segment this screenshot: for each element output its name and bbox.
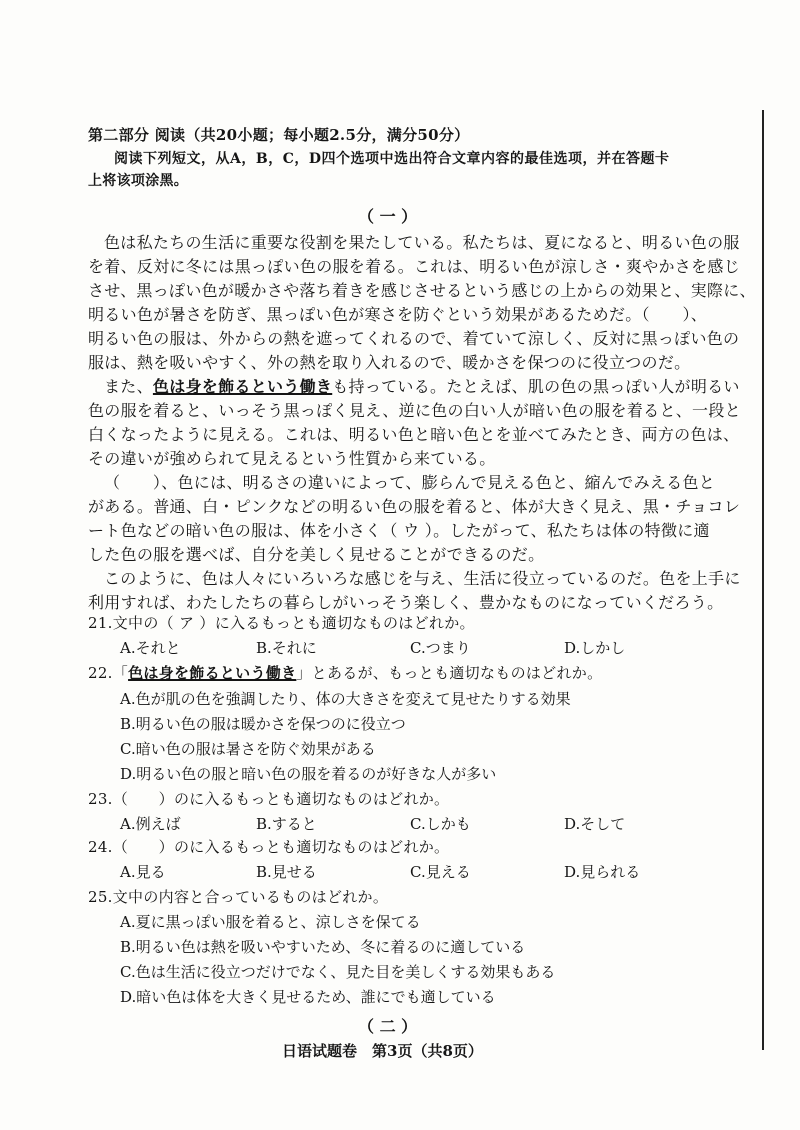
passage-text: も持っている。たとえば、肌の色の黒っぽい人が明るい — [332, 377, 740, 396]
underlined-phrase: 色は身を飾るという働き — [152, 377, 333, 396]
option-c: C.色は生活に役立つだけでなく、見た目を美しくする効果もある — [120, 963, 556, 981]
page-edge-rule — [762, 110, 764, 1050]
option-d: D.暗い色は体を大きく見せるため、誰にでも適している — [120, 988, 496, 1006]
option-a: A.見る — [120, 863, 166, 881]
passage-line: を着、反対に冬には黒っぽい色の服を着る。これは、明るい色が涼しさ・爽やかさを感じ — [88, 257, 741, 276]
option-b: B.明るい色の服は暖かさを保つのに役立つ — [120, 715, 406, 733]
option-c: C.暗い色の服は暑さを防ぐ効果がある — [120, 740, 376, 758]
instruction-line-1: 阅读下列短文，从A，B，C，D四个选项中选出符合文章内容的最佳选项，并在答题卡 — [114, 151, 670, 167]
section-title: 第二部分 阅读（共20小题；每小题2.5分，满分50分） — [88, 126, 470, 144]
question-stem: 24.（ ）のに入るもっとも適切なものはどれか。 — [88, 838, 450, 856]
option-c: C.しかも — [410, 815, 471, 833]
passage-line: 明るい色の服は、外からの熱を遮ってくれるので、着ていて涼しく、反対に黒っぽい色の — [88, 329, 740, 348]
option-a: A.それと — [120, 639, 181, 657]
passage-line: 色は私たちの生活に重要な役割を果たしている。私たちは、夏になると、明るい色の服 — [104, 233, 740, 252]
option-c: C.つまり — [410, 639, 471, 657]
passage-line: その違いが強められて見えるという性質から来ている。 — [88, 449, 496, 468]
question-text: 」とあるが、もっとも適切なものはどれか。 — [296, 664, 603, 682]
option-d: D.そして — [564, 815, 626, 833]
passage-line: 白くなったように見える。これは、明るい色と暗い色とを並べてみたとき、両方の色は、 — [88, 425, 740, 444]
option-a: A.例えば — [120, 815, 181, 833]
passage-marker-2: （ 二 ） — [358, 1017, 418, 1036]
passage-line: 明るい色が暑さを防ぎ、黒っぽい色が寒さを防ぐという効果があるためだ。（ ）、 — [88, 305, 708, 324]
option-c: C.見える — [410, 863, 471, 881]
passage-line: ート色などの暗い色の服は、体を小さく（ ウ ）。したがって、私たちは体の特徴に適 — [88, 521, 710, 540]
question-stem: 23.（ ）のに入るもっとも適切なものはどれか。 — [88, 790, 450, 808]
passage-line: 利用すれば、わたしたちの暮らしがいっそう楽しく、豊かなものになっていくだろう。 — [88, 593, 724, 612]
option-b: B.それに — [256, 639, 317, 657]
passage-line: がある。普通、白・ピンクなどの明るい色の服を着ると、体が大きく見え、黒・チョコレ — [88, 497, 741, 516]
question-stem-underlined — [88, 662, 602, 684]
passage-line: させ、黒っぽい色が暖かさや落ち着きを感じさせるという感じの上からの効果と、実際に、 — [88, 281, 756, 300]
underlined-phrase: 色は身を飾るという働き — [128, 664, 297, 682]
question-stem: 21.文中の（ ア ）に入るもっとも適切なものはどれか。 — [88, 614, 475, 632]
option-b: B.すると — [256, 815, 317, 833]
passage-line-underlined — [104, 376, 740, 398]
passage-marker-1: （ 一 ） — [358, 207, 418, 226]
option-d: D.しかし — [564, 639, 626, 657]
option-d: D.明るい色の服と暗い色の服を着るのが好きな人が多い — [120, 765, 497, 783]
instruction-line-2: 上将该项涂黑。 — [88, 173, 189, 189]
option-d: D.見られる — [564, 863, 641, 881]
page-footer: 日语试题卷 第3页（共8页） — [282, 1042, 483, 1060]
option-b: B.見せる — [256, 863, 317, 881]
passage-line: （ ）、色には、明るさの違いによって、膨らんで見える色と、縮んでみえる色と — [104, 473, 716, 492]
question-text: 22.「 — [88, 664, 129, 682]
option-a: A.夏に黒っぽい服を着ると、涼しさを保てる — [120, 913, 421, 931]
passage-line: 服は、熱を吸いやすく、外の熱を取り入れるので、暖かさを保つのに役立つのだ。 — [88, 353, 691, 372]
passage-line: このように、色は人々にいろいろな感じを与え、生活に役立っているのだ。色を上手に — [104, 569, 741, 588]
passage-line: 色の服を着ると、いっそう黒っぽく見え、逆に色の白い人が暗い色の服を着ると、一段と — [88, 401, 741, 420]
option-a: A.色が肌の色を強調したり、体の大きさを変えて見せたりする効果 — [120, 690, 571, 708]
option-b: B.明るい色は熱を吸いやすいため、冬に着るのに適している — [120, 938, 526, 956]
passage-text: また、 — [104, 377, 153, 396]
question-stem: 25.文中の内容と合っているものはどれか。 — [88, 888, 389, 906]
passage-line: した色の服を選べば、自分を美しく見せることができるのだ。 — [88, 545, 545, 564]
